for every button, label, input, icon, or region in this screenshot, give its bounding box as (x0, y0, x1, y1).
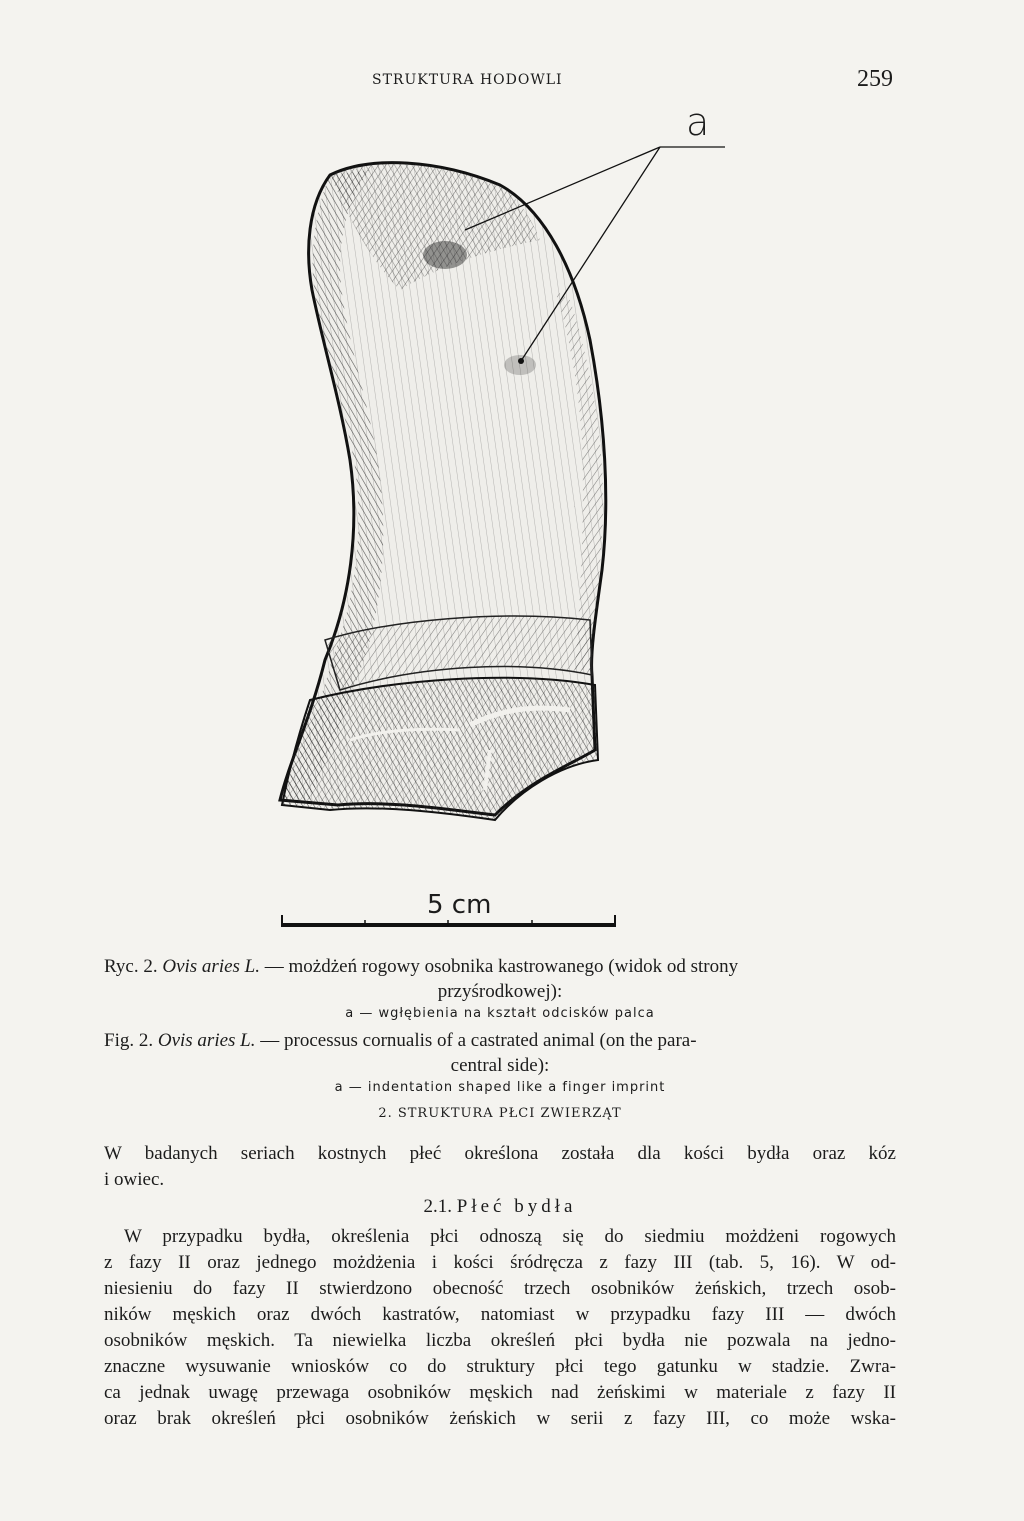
horn-core-drawing (270, 100, 740, 940)
caption-en-line-2: central side): (450, 1055, 550, 1076)
paragraph-line: z fazy II oraz jednego możdżenia i kości śródręcza z fazy III (tab. 5, 16). W od- (104, 1252, 896, 1273)
intro-line: W badanych seriach kostnych płeć określona została dla kości bydła oraz kóz (104, 1143, 896, 1164)
intro-paragraph (104, 1141, 896, 1193)
body-paragraph (104, 1224, 896, 1432)
paragraph-line: ca jednak uwagę przewaga osobników męskich nad żeńskimi w materiale z fazy II (104, 1382, 896, 1403)
figure-label-a: a (686, 100, 710, 144)
running-title: STRUKTURA HODOWLI (372, 72, 563, 88)
paragraph-line: oraz brak określeń płci osobników żeńskich w serii z fazy III, co może wska- (104, 1408, 896, 1429)
page-number: 259 (857, 66, 893, 92)
paragraph-line: niesieniu do fazy II stwierdzono obecność trzech osobników żeńskich, trzech osob- (104, 1278, 896, 1299)
caption-pl-sub: a — wgłębienia na kształt odcisków palca (345, 1006, 655, 1021)
intro-line: i owiec. (104, 1169, 165, 1190)
figure-caption-english (104, 1028, 896, 1098)
paragraph-line: W przypadku bydła, określenia płci odnoszą się do siedmiu możdżeni rogowych (124, 1226, 896, 1247)
caption-pl-line-2: przyśrodkowej): (437, 981, 563, 1002)
paragraph-line: osobników męskich. Ta niewielka liczba określeń płci bydła nie pozwala na jedno- (104, 1330, 896, 1351)
scale-label: 5 cm (427, 890, 492, 920)
subsection-heading: 2.1. Płeć bydła (423, 1196, 577, 1217)
figure-horn-core (270, 100, 740, 940)
paragraph-line: ników męskich oraz dwóch kastratów, natomiast w przypadku fazy III — dwóch (104, 1304, 896, 1325)
running-head (0, 66, 1024, 90)
caption-en-sub: a — indentation shaped like a finger imprint (334, 1080, 666, 1095)
section-heading: 2. STRUKTURA PŁCI ZWIERZĄT (378, 1106, 622, 1121)
paragraph-line: znaczne wysuwanie wniosków co do struktury płci tego gatunku w stadzie. Zwra- (104, 1356, 896, 1377)
caption-en-line-1: Fig. 2. Ovis aries L. — processus cornualis of a castrated animal (on the para- (104, 1030, 697, 1051)
figure-caption-polish (104, 954, 896, 1024)
caption-pl-line-1: Ryc. 2. Ovis aries L. — możdżeń rogowy osobnika kastrowanego (widok od strony (104, 956, 739, 977)
